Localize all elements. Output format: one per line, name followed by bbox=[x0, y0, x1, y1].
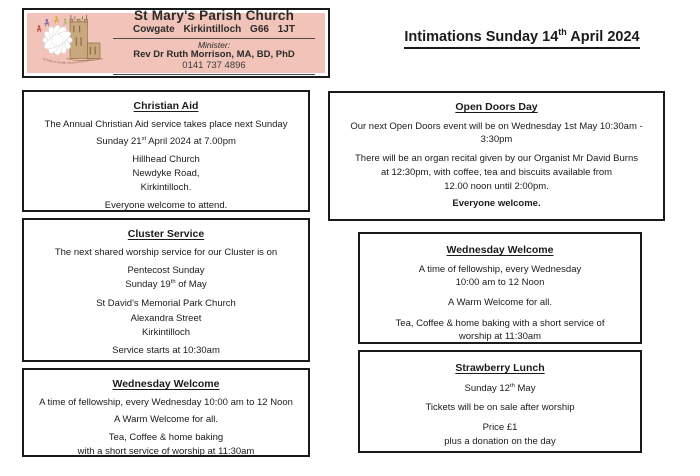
notice-line: 12.00 noon until 2:00pm. bbox=[444, 180, 549, 192]
time-group bbox=[368, 263, 632, 291]
notice-line bbox=[32, 136, 300, 148]
notice-wednesday-welcome-left bbox=[22, 368, 310, 457]
notice-line: 3:30pm bbox=[480, 134, 513, 146]
notice-cluster-service bbox=[22, 218, 310, 362]
notice-line: A Warm Welcome for all. bbox=[448, 297, 552, 309]
date-ordinal: st bbox=[141, 135, 147, 142]
notice-line: Everyone welcome to attend. bbox=[104, 199, 228, 211]
date-group bbox=[32, 264, 300, 293]
detail-group bbox=[338, 152, 655, 193]
notice-line: Everyone welcome. bbox=[452, 198, 541, 210]
price-group bbox=[368, 421, 632, 449]
detail-group bbox=[32, 431, 300, 459]
notice-line bbox=[368, 383, 632, 395]
notice-title: Wednesday Welcome bbox=[446, 244, 554, 256]
notice-line: Tickets will be on sale after worship bbox=[425, 401, 575, 413]
notice-line: The Annual Christian Aid service takes place next Sunday bbox=[44, 118, 288, 130]
church-header-text bbox=[113, 9, 325, 77]
header-divider bbox=[113, 38, 315, 39]
notice-line: Kirkintilloch. bbox=[140, 181, 192, 193]
date-text: of May bbox=[175, 279, 207, 291]
church-header-inner bbox=[27, 7, 325, 73]
notice-line: with a short service of worship at 11:30am bbox=[77, 446, 255, 458]
notice-line: The next shared worship service for our Cluster is on bbox=[54, 246, 278, 258]
notice-title: Strawberry Lunch bbox=[455, 362, 545, 374]
notice-line: A Warm Welcome for all. bbox=[114, 413, 218, 425]
notice-line: A time of fellowship, every Wednesday 10:00 am to 12 Noon bbox=[39, 396, 293, 408]
date-text: May bbox=[514, 382, 536, 394]
notice-line: Tea, Coffee & home baking bbox=[108, 432, 224, 444]
notice-wednesday-welcome-right bbox=[358, 232, 642, 344]
date-text: April 2024 at 7.00pm bbox=[146, 135, 236, 147]
notice-line: There will be an organ recital given by our Organist Mr David Burns bbox=[354, 153, 638, 165]
header-divider bbox=[113, 74, 315, 75]
notice-line: plus a donation on the day bbox=[444, 436, 556, 448]
notice-line: Price £1 bbox=[482, 422, 518, 434]
notice-line: Service starts at 10:30am bbox=[112, 345, 220, 357]
notice-line: Alexandra Street bbox=[130, 312, 202, 324]
title-prefix: Intimations Sunday 14 bbox=[404, 29, 559, 45]
notice-line: Tea, Coffee & home baking with a short service of bbox=[395, 317, 605, 329]
title-suffix: April 2024 bbox=[566, 29, 640, 45]
church-logo bbox=[27, 14, 113, 72]
notice-line: Pentecost Sunday bbox=[127, 264, 205, 276]
title-ordinal: th bbox=[558, 27, 567, 38]
logo-caption: St Mary's Parish Church Kirkintilloch bbox=[42, 56, 95, 65]
notice-title: Open Doors Day bbox=[455, 101, 538, 113]
notice-line: Newdyke Road, bbox=[132, 168, 200, 180]
notice-line: Our next Open Doors event will be on Wednesday 1st May 10:30am - bbox=[350, 120, 643, 132]
detail-group bbox=[368, 317, 632, 345]
church-phone: 0141 737 4896 bbox=[182, 60, 246, 72]
notice-strawberry-lunch bbox=[358, 350, 642, 453]
date-ordinal: th bbox=[170, 279, 176, 286]
church-address: Cowgate Kirkintilloch G66 1JT bbox=[133, 23, 295, 35]
event-group bbox=[338, 120, 655, 148]
address-group bbox=[32, 153, 300, 194]
notice-open-doors-day bbox=[328, 91, 665, 221]
date-ordinal: th bbox=[509, 382, 515, 389]
notice-line: Hillhead Church bbox=[132, 154, 200, 166]
notice-line: at 12:30pm, with coffee, tea and biscuits available from bbox=[380, 166, 613, 178]
date-text: Sunday 21 bbox=[96, 135, 142, 147]
notice-line bbox=[32, 278, 300, 292]
minister-name: Rev Dr Ruth Morrison, MA, BD, PhD bbox=[133, 49, 295, 61]
address-group bbox=[32, 297, 300, 340]
page-title-text bbox=[404, 29, 639, 49]
church-header bbox=[22, 8, 330, 78]
page-title bbox=[372, 28, 672, 49]
notice-line: worship at 11:30am bbox=[458, 331, 542, 343]
notice-line: St David's Memorial Park Church bbox=[96, 298, 236, 310]
notice-title: Wednesday Welcome bbox=[112, 378, 220, 390]
notice-christian-aid bbox=[22, 90, 310, 212]
notice-title: Cluster Service bbox=[127, 228, 205, 240]
notice-line: 10:00 am to 12 Noon bbox=[455, 277, 545, 289]
notice-line: A time of fellowship, every Wednesday bbox=[418, 263, 582, 275]
church-logo-icon bbox=[30, 14, 110, 72]
notice-title: Christian Aid bbox=[133, 100, 199, 112]
church-name: St Mary's Parish Church bbox=[133, 7, 295, 23]
minister-label: Minister: bbox=[197, 39, 231, 50]
date-text: Sunday 19 bbox=[125, 279, 171, 291]
notice-line: Kirkintilloch bbox=[141, 326, 191, 338]
date-text: Sunday 12 bbox=[464, 382, 510, 394]
